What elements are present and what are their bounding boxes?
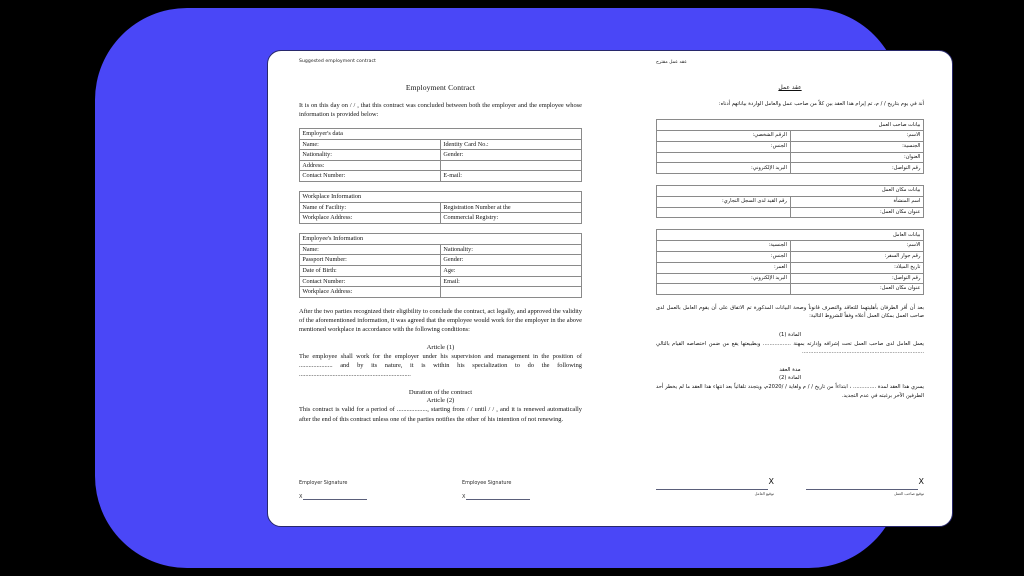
cell-label: E-mail: bbox=[441, 171, 582, 182]
cell-label: البريد الإلكتروني: bbox=[657, 163, 791, 174]
cell-label: Name of Facility: bbox=[300, 202, 441, 213]
table-row bbox=[657, 284, 924, 295]
arabic-article2-heading: المادة (2) bbox=[778, 375, 802, 382]
table-row bbox=[657, 273, 924, 284]
table-row bbox=[300, 128, 582, 139]
english-article1-body: The employee shall work for the employer under his supervision and management in the position of ..................... and by its nature, it is within his specialization to do the following ...................................................................... bbox=[299, 353, 582, 379]
table-row bbox=[300, 202, 582, 213]
cell-value bbox=[657, 284, 791, 295]
signature-rule bbox=[466, 498, 530, 500]
arabic-title: عقد عمل bbox=[778, 84, 802, 91]
employer-signature-block bbox=[299, 480, 419, 500]
english-intro-paragraph: It is on this day on / / , that this contract was concluded between both the employer and the employee whose information is provided below: bbox=[299, 101, 582, 118]
arabic-workplace-info-table bbox=[656, 185, 924, 218]
cell-label: رقم التواصل: bbox=[790, 163, 924, 174]
cell-label: Passport Number: bbox=[300, 255, 441, 266]
signature-x-mark: X bbox=[299, 494, 303, 500]
cell-label: Registration Number at the bbox=[441, 202, 582, 213]
arabic-employee-signature-caption: توقيع العامل bbox=[754, 491, 774, 496]
signature-x-mark: X bbox=[918, 477, 924, 486]
workplace-info-table bbox=[299, 191, 582, 224]
table-row bbox=[657, 196, 924, 207]
english-article2-heading: Article (2) bbox=[426, 397, 455, 405]
cell-label: رقم التواصل: bbox=[790, 273, 924, 284]
table-row bbox=[300, 255, 582, 266]
cell-label: Identity Card No.: bbox=[441, 139, 582, 150]
cell-label: Contact Number: bbox=[300, 171, 441, 182]
cell-label: الجنسية: bbox=[657, 241, 791, 252]
contract-page bbox=[267, 50, 953, 527]
table-row bbox=[300, 160, 582, 171]
table-row bbox=[657, 131, 924, 142]
table-row bbox=[657, 241, 924, 252]
cell-value bbox=[441, 287, 582, 298]
cell-label: تاريخ الميلاد: bbox=[790, 262, 924, 273]
cell-label: الجنس: bbox=[657, 141, 791, 152]
workplace-table-header: Workplace Information bbox=[300, 192, 582, 203]
arabic-agreement-paragraph: بعد أن أقر الطرفان بأهليتهما للتعاقد والتصرف قانوناً وصحة البيانات المذكورة تم الاتفاق على أن يقوم العامل بالعمل لدى صاحب العمل بمكان العمل أعلاه وفقاً للشروط التالية: bbox=[656, 305, 924, 320]
table-row bbox=[300, 244, 582, 255]
cell-label: Commercial Registry: bbox=[441, 213, 582, 224]
cell-label: Contact Number: bbox=[300, 276, 441, 287]
cell-value bbox=[441, 160, 582, 171]
arabic-duration-heading: مدة العقد bbox=[779, 367, 801, 374]
signature-rule bbox=[303, 498, 367, 500]
cell-label: Workplace Address: bbox=[300, 213, 441, 224]
table-row bbox=[300, 276, 582, 287]
cell-label: Name: bbox=[300, 139, 441, 150]
cell-label: العنوان: bbox=[790, 152, 924, 163]
table-row bbox=[657, 251, 924, 262]
table-row bbox=[300, 192, 582, 203]
employer-table-header: Employer's data bbox=[300, 128, 582, 139]
arabic-doc-tag: عقد عمل مقترح bbox=[656, 60, 687, 65]
table-row bbox=[300, 139, 582, 150]
employee-signature-label: Employee Signature bbox=[462, 480, 512, 486]
signature-x-mark: X bbox=[462, 494, 466, 500]
signature-x-mark: X bbox=[768, 477, 774, 486]
cell-label: عنوان مكان العمل: bbox=[790, 284, 924, 295]
employer-data-table bbox=[299, 128, 582, 182]
english-agreement-paragraph: After the two parties recognized their eligibility to conclude the contract, act legally, and approved the validity of the aforementioned information, it was agreed that the employee would work for the employer in the above mentioned workplace in accordance with the following conditions: bbox=[299, 307, 582, 334]
table-row bbox=[657, 207, 924, 218]
table-row bbox=[657, 120, 924, 131]
arabic-employer-table-header: بيانات صاحب العمل bbox=[657, 120, 924, 131]
employee-info-table bbox=[299, 233, 582, 298]
english-article2-body: This contract is valid for a period of ..................., starting from / / until / / , and it is renewed automatically after the end of this contract unless one of the parties notifies the other of his intention of not renewing. bbox=[299, 406, 582, 423]
employee-table-header: Employee's Information bbox=[300, 234, 582, 245]
cell-label: Name: bbox=[300, 244, 441, 255]
arabic-employer-signature-caption: توقيع صاحب العمل bbox=[894, 491, 924, 496]
arabic-workplace-table-header: بيانات مكان العمل bbox=[657, 186, 924, 197]
cell-label: اسم المنشأة bbox=[790, 196, 924, 207]
cell-label: Address: bbox=[300, 160, 441, 171]
cell-label: رقم جواز السفر: bbox=[790, 251, 924, 262]
table-row bbox=[300, 287, 582, 298]
english-title: Employment Contract bbox=[405, 82, 476, 92]
arabic-employee-table-header: بيانات العامل bbox=[657, 230, 924, 241]
arabic-article2-body: يسري هذا العقد لمدة .............. ، ابتداءاً من تاريخ / / م ولغاية / /2020م، ويتجدد تلقائياً بعد انتهاء هذا العقد ما لم يخطر أحد الطرفين الآخر برغبته في عدم التجديد. bbox=[656, 384, 924, 399]
cell-label: البريد الإلكتروني: bbox=[657, 273, 791, 284]
table-row bbox=[657, 152, 924, 163]
cell-label: Nationality: bbox=[441, 244, 582, 255]
table-row bbox=[657, 141, 924, 152]
employer-signature-label: Employer Signature bbox=[299, 480, 348, 486]
signature-rule bbox=[806, 488, 918, 490]
table-row bbox=[300, 150, 582, 161]
cell-label: Age: bbox=[441, 265, 582, 276]
cell-label: الرقم الشخصي: bbox=[657, 131, 791, 142]
table-row bbox=[657, 163, 924, 174]
signature-rule bbox=[656, 488, 768, 490]
table-row bbox=[300, 213, 582, 224]
blue-backdrop-panel bbox=[95, 8, 924, 568]
cell-label: العمر: bbox=[657, 262, 791, 273]
english-signature-row bbox=[299, 480, 582, 500]
cell-label: الجنس: bbox=[657, 251, 791, 262]
cell-value bbox=[657, 152, 791, 163]
cell-label: عنوان مكان العمل: bbox=[790, 207, 924, 218]
cell-label: الجنسية: bbox=[790, 141, 924, 152]
table-row bbox=[657, 262, 924, 273]
employer-signature-line[interactable] bbox=[299, 494, 419, 500]
table-row bbox=[657, 230, 924, 241]
arabic-employer-data-table bbox=[656, 119, 924, 174]
english-duration-heading: Duration of the contract bbox=[408, 389, 473, 397]
english-article1-heading: Article (1) bbox=[426, 344, 455, 352]
cell-value bbox=[657, 207, 791, 218]
cell-label: Email: bbox=[441, 276, 582, 287]
arabic-employer-signature-block[interactable] bbox=[806, 478, 924, 496]
table-row bbox=[300, 171, 582, 182]
arabic-column bbox=[656, 60, 924, 520]
arabic-intro-paragraph: أنة في يوم بتاريخ / / م، تم إبرام هذا العقد بين كلاً من صاحب عمل والعامل الواردة بياناتهم أدناه: bbox=[718, 101, 924, 107]
arabic-signature-row bbox=[656, 478, 924, 496]
table-row bbox=[657, 186, 924, 197]
cell-label: Gender: bbox=[441, 255, 582, 266]
cell-label: الاسم: bbox=[790, 241, 924, 252]
employee-signature-line[interactable] bbox=[462, 494, 582, 500]
arabic-employee-info-table bbox=[656, 229, 924, 295]
arabic-article1-heading: المادة (1) bbox=[778, 331, 802, 338]
table-row bbox=[300, 234, 582, 245]
arabic-employee-signature-block[interactable] bbox=[656, 478, 774, 496]
employee-signature-block bbox=[462, 480, 582, 500]
english-column bbox=[299, 60, 582, 520]
cell-label: رقم القيد لدى السجل التجاري: bbox=[657, 196, 791, 207]
cell-label: Gender: bbox=[441, 150, 582, 161]
cell-label: Date of Birth: bbox=[300, 265, 441, 276]
cell-label: Workplace Address: bbox=[300, 287, 441, 298]
english-doc-tag: Suggested employment contract bbox=[299, 59, 376, 64]
table-row bbox=[300, 265, 582, 276]
arabic-article1-body: يعمل العامل لدى صاحب العمل تحت إشرافه وإدارته بمهنة ................. وبطبيعتها يقع من ضمن اختصاصه القيام بالتالي .......................................................................... bbox=[656, 340, 924, 355]
cell-label: Nationality: bbox=[300, 150, 441, 161]
cell-label: الاسم: bbox=[790, 131, 924, 142]
